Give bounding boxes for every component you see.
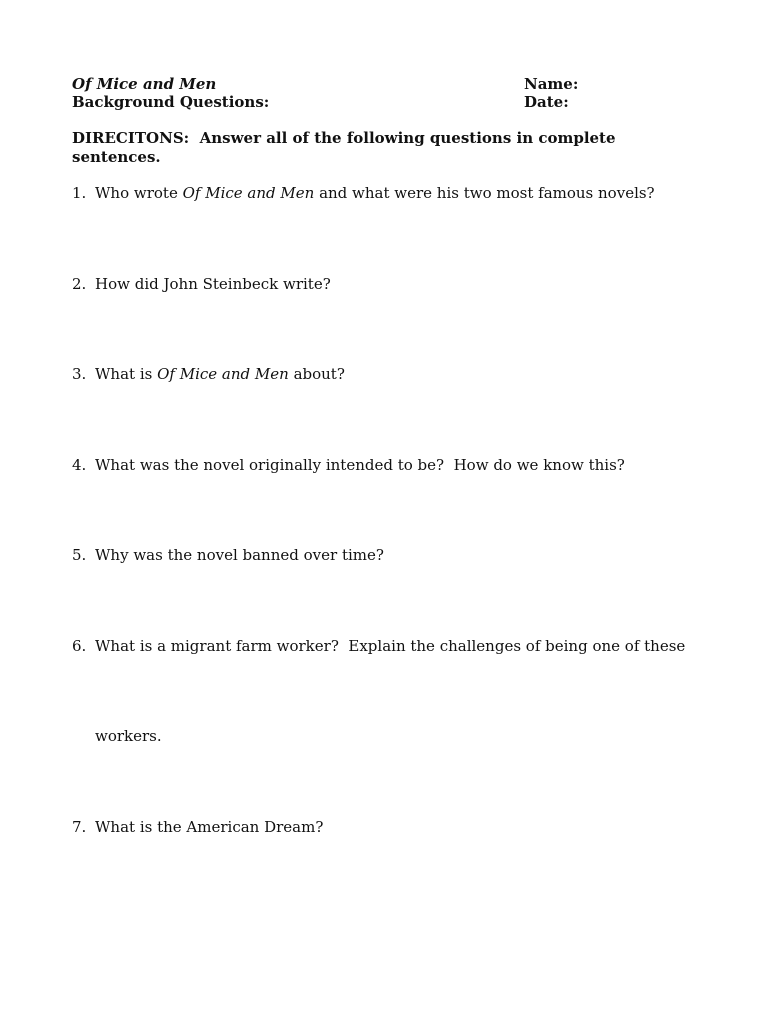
- question-3: [72, 365, 345, 383]
- name-label: Name:: [524, 75, 579, 93]
- question-text: What is: [95, 365, 158, 383]
- question-number: 2.: [72, 275, 87, 293]
- question-4: [72, 456, 625, 474]
- question-text: about?: [288, 365, 345, 383]
- question-number: 5.: [72, 546, 87, 564]
- question-number: 4.: [72, 456, 87, 474]
- question-text: What was the novel originally intended to be? How do we know this?: [95, 456, 625, 474]
- question-number: 7.: [72, 818, 87, 836]
- question-number: 1.: [72, 184, 87, 202]
- question-1: [72, 184, 655, 202]
- question-6-continuation: workers.: [95, 727, 162, 745]
- directions-line-1: DIRECITONS: Answer all of the following questions in complete: [72, 129, 616, 147]
- question-2: [72, 275, 331, 293]
- directions-line-2: sentences.: [72, 148, 161, 166]
- book-title: Of Mice and Men: [157, 365, 289, 383]
- question-5: [72, 546, 384, 564]
- question-text: Why was the novel banned over time?: [95, 546, 384, 564]
- question-text: What is a migrant farm worker? Explain the challenges of being one of these: [95, 637, 686, 655]
- question-text: Who wrote: [95, 184, 183, 202]
- question-number: 3.: [72, 365, 87, 383]
- question-number: 6.: [72, 637, 87, 655]
- worksheet-subtitle: Background Questions:: [72, 93, 270, 111]
- question-text: How did John Steinbeck write?: [95, 275, 331, 293]
- question-text: What is the American Dream?: [95, 818, 324, 836]
- question-7: [72, 818, 323, 836]
- question-6: [72, 637, 685, 655]
- worksheet-title: Of Mice and Men: [72, 75, 217, 93]
- date-label: Date:: [524, 93, 569, 111]
- book-title: Of Mice and Men: [182, 184, 315, 202]
- question-text: and what were his two most famous novels?: [314, 184, 655, 202]
